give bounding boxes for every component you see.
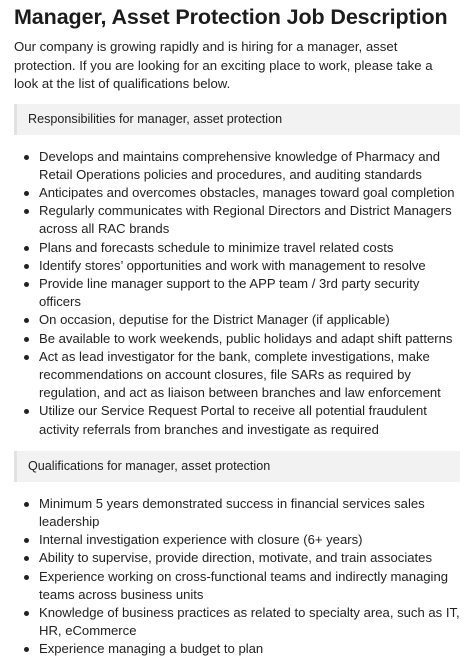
qualifications-list bbox=[14, 495, 460, 659]
intro-paragraph: Our company is growing rapidly and is hiring for a manager, asset protection. If you are looking for an exciting place to work, please take a look at the list of qualifications below. bbox=[14, 39, 433, 91]
list-item-text: Develops and maintains comprehensive knowledge of Pharmacy and Retail Operations policies and procedures, and auditing standards bbox=[39, 148, 441, 182]
list-item bbox=[14, 531, 460, 549]
bullet-icon bbox=[24, 355, 29, 360]
list-item-text: On occasion, deputise for the District Manager (if applicable) bbox=[39, 312, 390, 328]
list-item bbox=[14, 202, 460, 238]
list-item-text: Provide line manager support to the APP team / 3rd party security officers bbox=[39, 275, 420, 310]
list-item bbox=[14, 402, 460, 438]
list-item-text: Knowledge of business practices as related to specialty area, such as IT, HR, eCommerce bbox=[39, 604, 460, 639]
bullet-icon bbox=[24, 502, 29, 507]
bullet-icon bbox=[24, 575, 29, 580]
responsibilities-list bbox=[14, 148, 460, 439]
bullet-icon bbox=[24, 209, 29, 214]
list-item-text: Anticipates and overcomes obstacles, manages toward goal completion bbox=[39, 184, 455, 200]
bullet-icon bbox=[24, 191, 29, 196]
list-item-text: Internal investigation experience with closure (6+ years) bbox=[39, 532, 363, 548]
qualifications-heading: Qualifications for manager, asset protection bbox=[14, 451, 460, 482]
list-item bbox=[14, 568, 460, 604]
list-item-text: Act as lead investigator for the bank, complete investigations, make recommendations on account closures, file SARs as required by regulation, and act as liaison between branches and law enforcement bbox=[39, 348, 441, 401]
list-item bbox=[14, 640, 460, 658]
bullet-icon bbox=[24, 538, 29, 543]
list-item-text: Utilize our Service Request Portal to receive all potential fraudulent activity referrals from branches and investigate as required bbox=[39, 403, 427, 437]
bullet-icon bbox=[24, 337, 29, 342]
bullet-icon bbox=[24, 611, 29, 616]
list-item-text: Regularly communicates with Regional Directors and District Managers across all RAC brands bbox=[39, 203, 452, 237]
page-title: Manager, Asset Protection Job Description bbox=[14, 5, 448, 29]
list-item-text: Ability to supervise, provide direction, motivate, and train associates bbox=[39, 550, 433, 566]
bullet-icon bbox=[24, 318, 29, 323]
list-item bbox=[14, 495, 460, 531]
bullet-icon bbox=[24, 647, 29, 652]
list-item-text: Experience managing a budget to plan bbox=[39, 641, 264, 657]
responsibilities-heading: Responsibilities for manager, asset protection bbox=[14, 104, 460, 135]
list-item bbox=[14, 604, 460, 640]
list-item bbox=[14, 275, 460, 311]
list-item-text: Minimum 5 years demonstrated success in financial services sales leadership bbox=[39, 495, 425, 529]
list-item-text: Plans and forecasts schedule to minimize travel related costs bbox=[39, 239, 394, 255]
list-item-text: Experience working on cross-functional teams and indirectly managing teams across business units bbox=[39, 568, 449, 602]
list-item bbox=[14, 348, 460, 403]
bullet-icon bbox=[24, 155, 29, 160]
list-item bbox=[14, 549, 460, 567]
list-item bbox=[14, 330, 460, 348]
bullet-icon bbox=[24, 556, 29, 561]
list-item bbox=[14, 239, 460, 257]
list-item-text: Identify stores’ opportunities and work with management to resolve bbox=[39, 257, 426, 273]
bullet-icon bbox=[24, 264, 29, 269]
list-item bbox=[14, 184, 460, 202]
bullet-icon bbox=[24, 246, 29, 251]
list-item bbox=[14, 257, 460, 275]
list-item bbox=[14, 311, 460, 329]
bullet-icon bbox=[24, 282, 29, 287]
list-item bbox=[14, 148, 460, 184]
list-item-text: Be available to work weekends, public holidays and adapt shift patterns bbox=[39, 330, 453, 346]
bullet-icon bbox=[24, 409, 29, 414]
